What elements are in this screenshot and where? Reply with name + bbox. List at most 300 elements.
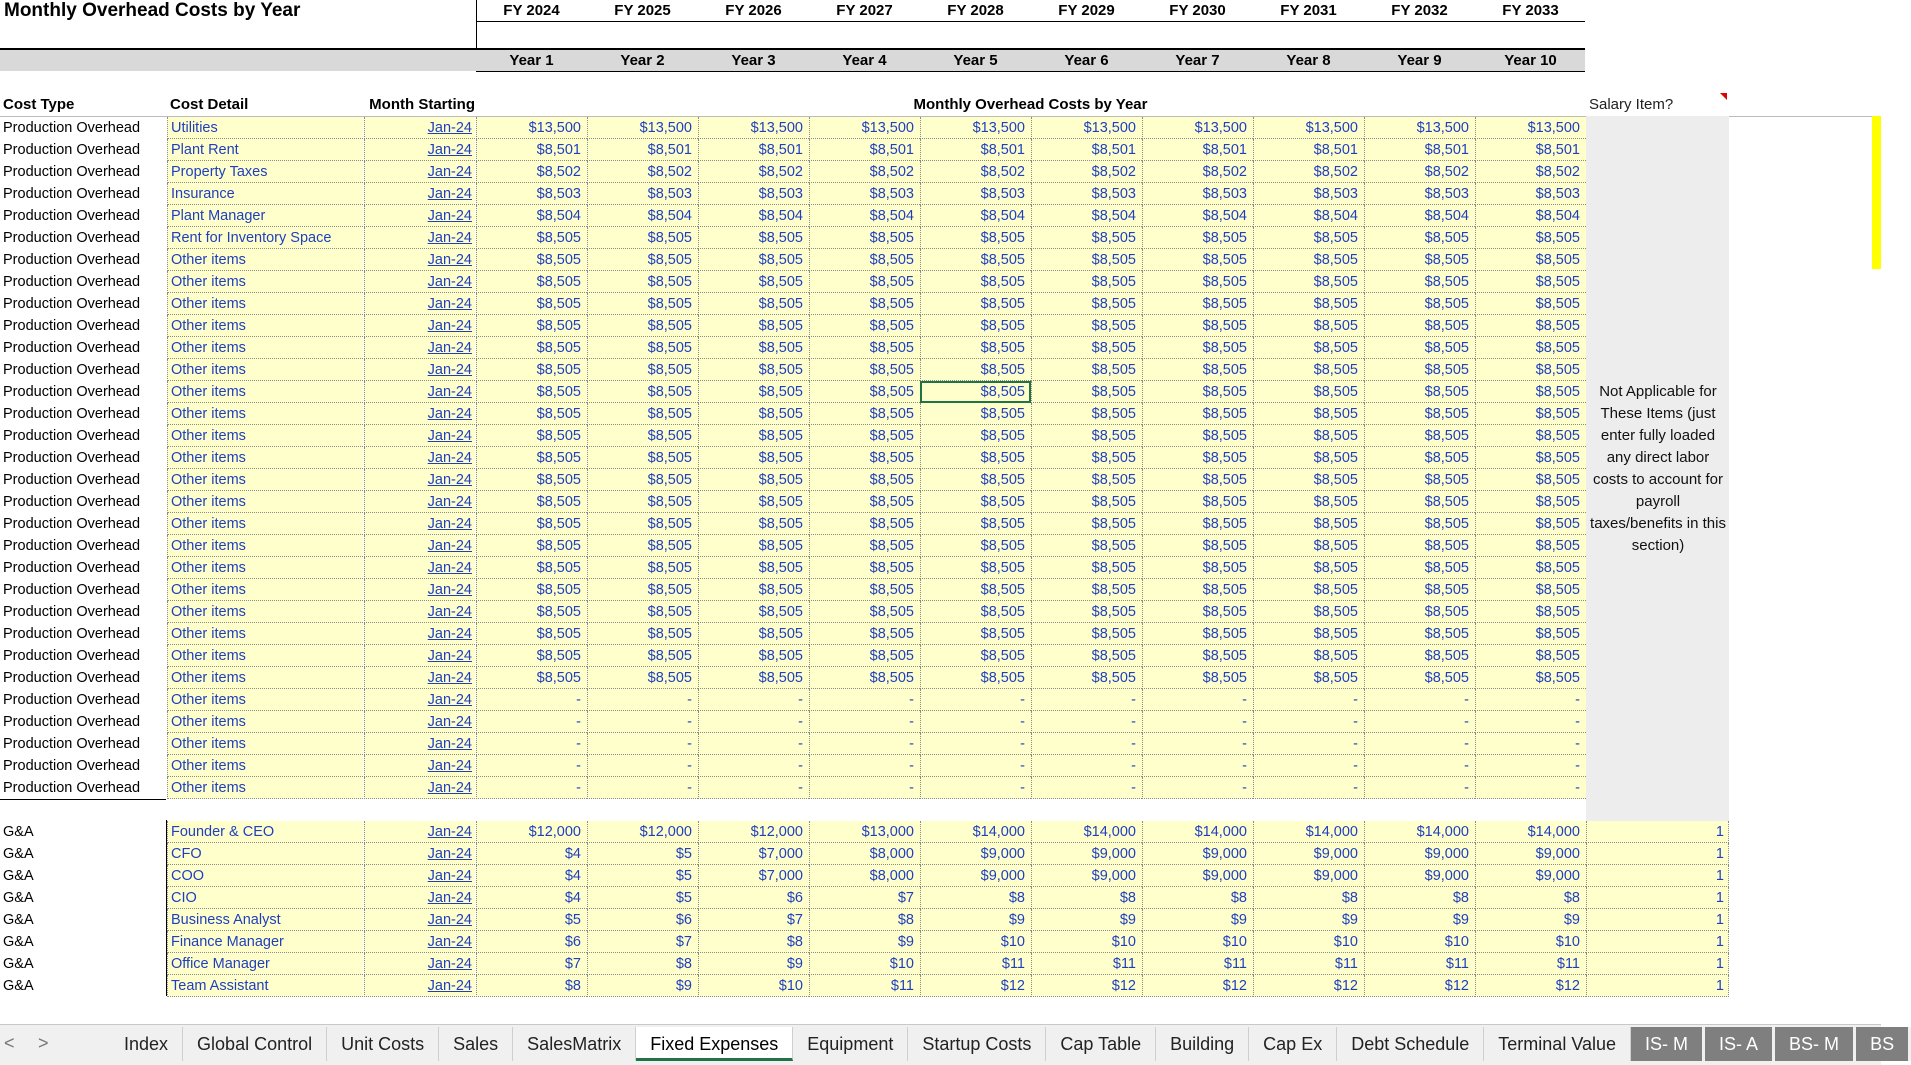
cost-value-cell[interactable]: $8,504 xyxy=(809,205,920,227)
sheet-tab[interactable]: BS xyxy=(1856,1027,1911,1061)
cost-value-cell[interactable]: $8,505 xyxy=(1475,227,1586,249)
cost-value-cell[interactable]: - xyxy=(698,689,809,711)
cost-value-cell[interactable]: $8,505 xyxy=(1475,557,1586,579)
cost-value-cell[interactable]: $8,505 xyxy=(1031,249,1142,271)
cost-value-cell[interactable]: $8,505 xyxy=(1253,579,1364,601)
cost-detail-cell[interactable]: Other items xyxy=(167,579,363,601)
cost-value-cell[interactable]: $8,505 xyxy=(1253,271,1364,293)
cost-value-cell[interactable]: $8,505 xyxy=(1253,381,1364,403)
cost-value-cell[interactable]: $8,504 xyxy=(920,205,1031,227)
cost-value-cell[interactable]: $8,505 xyxy=(920,271,1031,293)
cost-value-cell[interactable]: $10 xyxy=(1142,931,1253,953)
cost-value-cell[interactable]: $8,505 xyxy=(587,293,698,315)
cost-value-cell[interactable]: $8,505 xyxy=(809,447,920,469)
cost-value-cell[interactable]: $5 xyxy=(587,843,698,865)
cost-type-cell[interactable]: Production Overhead xyxy=(3,670,141,686)
cost-value-cell[interactable]: - xyxy=(587,689,698,711)
month-starting-cell[interactable]: Jan-24 xyxy=(364,755,475,777)
cost-value-cell[interactable]: $8,505 xyxy=(1475,293,1586,315)
cost-value-cell[interactable]: $8,505 xyxy=(476,271,587,293)
cost-value-cell[interactable]: $8,505 xyxy=(809,381,920,403)
cost-type-cell[interactable]: G&A xyxy=(3,890,34,906)
cost-value-cell[interactable]: $8,505 xyxy=(809,601,920,623)
cost-type-cell[interactable]: Production Overhead xyxy=(3,230,141,246)
cost-value-cell[interactable]: $8,501 xyxy=(698,139,809,161)
cost-value-cell[interactable]: $8,505 xyxy=(1031,447,1142,469)
cost-value-cell[interactable]: - xyxy=(920,755,1031,777)
cost-type-cell[interactable]: Production Overhead xyxy=(3,516,141,532)
cost-detail-cell[interactable]: Other items xyxy=(167,249,363,271)
cost-value-cell[interactable]: $9 xyxy=(1142,909,1253,931)
cost-value-cell[interactable]: $8,505 xyxy=(920,623,1031,645)
cost-value-cell[interactable]: - xyxy=(587,755,698,777)
month-starting-cell[interactable]: Jan-24 xyxy=(364,183,475,205)
month-starting-cell[interactable]: Jan-24 xyxy=(364,359,475,381)
cost-value-cell[interactable]: - xyxy=(698,711,809,733)
cost-value-cell[interactable]: $14,000 xyxy=(920,821,1031,843)
cost-value-cell[interactable]: $8,505 xyxy=(920,359,1031,381)
cost-value-cell[interactable]: $8,505 xyxy=(920,535,1031,557)
cost-value-cell[interactable]: $10 xyxy=(1364,931,1475,953)
cost-value-cell[interactable]: - xyxy=(1031,755,1142,777)
cost-value-cell[interactable]: $8,505 xyxy=(1475,403,1586,425)
month-starting-cell[interactable]: Jan-24 xyxy=(364,931,475,953)
month-starting-cell[interactable]: Jan-24 xyxy=(364,447,475,469)
cost-value-cell[interactable]: - xyxy=(1031,777,1142,799)
cost-value-cell[interactable]: $8,505 xyxy=(809,315,920,337)
cost-value-cell[interactable]: $8,505 xyxy=(1142,579,1253,601)
cost-type-cell[interactable]: G&A xyxy=(3,934,34,950)
cost-value-cell[interactable]: $9,000 xyxy=(1475,843,1586,865)
cost-value-cell[interactable]: $10 xyxy=(1253,931,1364,953)
cost-value-cell[interactable]: $8,505 xyxy=(587,403,698,425)
cost-value-cell[interactable]: $8,505 xyxy=(476,227,587,249)
cost-value-cell[interactable]: $8,505 xyxy=(1142,227,1253,249)
month-starting-cell[interactable]: Jan-24 xyxy=(364,645,475,667)
month-starting-cell[interactable]: Jan-24 xyxy=(364,777,475,799)
cost-value-cell[interactable]: $8,505 xyxy=(587,381,698,403)
sheet-tab[interactable]: Cap Ex xyxy=(1249,1027,1337,1061)
cost-value-cell[interactable]: $8,503 xyxy=(698,183,809,205)
cost-value-cell[interactable]: - xyxy=(476,777,587,799)
cost-value-cell[interactable]: $8,505 xyxy=(587,601,698,623)
cost-value-cell[interactable]: $8,000 xyxy=(809,843,920,865)
cost-value-cell[interactable]: $8,502 xyxy=(587,161,698,183)
cost-value-cell[interactable]: $7 xyxy=(476,953,587,975)
cost-value-cell[interactable]: $6 xyxy=(698,887,809,909)
cost-value-cell[interactable]: $8,505 xyxy=(1142,447,1253,469)
cost-detail-cell[interactable]: Other items xyxy=(167,667,363,689)
cost-value-cell[interactable]: $14,000 xyxy=(1475,821,1586,843)
cost-value-cell[interactable]: $8,505 xyxy=(698,557,809,579)
cost-value-cell[interactable]: $8,505 xyxy=(1142,337,1253,359)
cost-value-cell[interactable]: $8,505 xyxy=(920,425,1031,447)
cost-value-cell[interactable]: $8,501 xyxy=(1253,139,1364,161)
cost-value-cell[interactable]: $8,505 xyxy=(476,359,587,381)
cost-value-cell[interactable]: $8,505 xyxy=(587,425,698,447)
cost-value-cell[interactable]: $8,505 xyxy=(920,227,1031,249)
cost-value-cell[interactable]: $8,503 xyxy=(1031,183,1142,205)
cost-value-cell[interactable]: $8,505 xyxy=(698,425,809,447)
cost-value-cell[interactable]: $8,505 xyxy=(476,491,587,513)
cost-value-cell[interactable]: $8,503 xyxy=(1364,183,1475,205)
month-starting-cell[interactable]: Jan-24 xyxy=(364,579,475,601)
cost-value-cell[interactable]: $9,000 xyxy=(1031,865,1142,887)
cost-value-cell[interactable]: $8,505 xyxy=(1142,359,1253,381)
cost-value-cell[interactable]: $8,505 xyxy=(1475,359,1586,381)
cost-detail-cell[interactable]: Other items xyxy=(167,403,363,425)
cost-value-cell[interactable]: $9 xyxy=(1475,909,1586,931)
cost-detail-cell[interactable]: Other items xyxy=(167,293,363,315)
cost-detail-cell[interactable]: Property Taxes xyxy=(167,161,363,183)
cost-type-cell[interactable]: Production Overhead xyxy=(3,626,141,642)
cost-value-cell[interactable]: - xyxy=(476,689,587,711)
cost-value-cell[interactable]: $8,505 xyxy=(1253,293,1364,315)
cost-value-cell[interactable]: $8,505 xyxy=(587,491,698,513)
cost-value-cell[interactable]: $8,505 xyxy=(698,403,809,425)
cost-value-cell[interactable]: $7 xyxy=(587,931,698,953)
cost-value-cell[interactable]: $8,505 xyxy=(1364,271,1475,293)
cost-value-cell[interactable]: - xyxy=(1253,755,1364,777)
salary-item-cell[interactable]: 1 xyxy=(1586,931,1729,953)
cost-value-cell[interactable]: $8,505 xyxy=(476,403,587,425)
cost-detail-cell[interactable]: Other items xyxy=(167,711,363,733)
cost-value-cell[interactable]: $8,505 xyxy=(1031,359,1142,381)
cost-value-cell[interactable]: $8,505 xyxy=(1475,513,1586,535)
cost-value-cell[interactable]: $8,505 xyxy=(587,337,698,359)
cost-type-cell[interactable]: Production Overhead xyxy=(3,472,141,488)
cost-detail-cell[interactable]: Finance Manager xyxy=(167,931,363,953)
cost-value-cell[interactable]: $13,500 xyxy=(1142,117,1253,139)
cost-value-cell[interactable]: $8 xyxy=(1142,887,1253,909)
cost-value-cell[interactable]: $9,000 xyxy=(1364,843,1475,865)
cost-value-cell[interactable]: $8,505 xyxy=(1031,513,1142,535)
cost-value-cell[interactable]: - xyxy=(1142,733,1253,755)
cost-value-cell[interactable]: $8,505 xyxy=(1253,403,1364,425)
cost-value-cell[interactable]: $8,505 xyxy=(1475,425,1586,447)
cost-value-cell[interactable]: - xyxy=(920,733,1031,755)
cost-value-cell[interactable]: $9,000 xyxy=(1142,865,1253,887)
cost-value-cell[interactable]: $8,505 xyxy=(698,315,809,337)
salary-item-cell[interactable]: 1 xyxy=(1586,821,1729,843)
cost-type-cell[interactable]: Production Overhead xyxy=(3,142,141,158)
cost-value-cell[interactable]: $8,505 xyxy=(920,579,1031,601)
cost-value-cell[interactable]: $8,505 xyxy=(1031,315,1142,337)
month-starting-cell[interactable]: Jan-24 xyxy=(364,909,475,931)
cost-value-cell[interactable]: $8,505 xyxy=(809,579,920,601)
month-starting-cell[interactable]: Jan-24 xyxy=(364,139,475,161)
cost-value-cell[interactable]: $9 xyxy=(1031,909,1142,931)
month-starting-cell[interactable]: Jan-24 xyxy=(364,711,475,733)
cost-value-cell[interactable]: - xyxy=(698,733,809,755)
month-starting-cell[interactable]: Jan-24 xyxy=(364,953,475,975)
cost-detail-cell[interactable]: Other items xyxy=(167,425,363,447)
cost-value-cell[interactable]: $11 xyxy=(920,953,1031,975)
cost-value-cell[interactable]: $8,505 xyxy=(1364,447,1475,469)
month-starting-cell[interactable]: Jan-24 xyxy=(364,337,475,359)
cost-value-cell[interactable]: - xyxy=(1031,733,1142,755)
cost-value-cell[interactable]: $8,505 xyxy=(587,667,698,689)
cost-value-cell[interactable]: $8,501 xyxy=(476,139,587,161)
cost-value-cell[interactable]: - xyxy=(587,711,698,733)
cost-value-cell[interactable]: $14,000 xyxy=(1253,821,1364,843)
month-starting-cell[interactable]: Jan-24 xyxy=(364,601,475,623)
month-starting-cell[interactable]: Jan-24 xyxy=(364,535,475,557)
cost-value-cell[interactable]: $8,505 xyxy=(698,491,809,513)
cost-value-cell[interactable]: $12,000 xyxy=(587,821,698,843)
cost-value-cell[interactable]: $8,505 xyxy=(1475,249,1586,271)
cost-value-cell[interactable]: $8,505 xyxy=(1364,535,1475,557)
cost-detail-cell[interactable]: Utilities xyxy=(167,117,363,139)
salary-item-cell[interactable]: 1 xyxy=(1586,887,1729,909)
cost-value-cell[interactable]: $8,501 xyxy=(809,139,920,161)
cost-value-cell[interactable]: - xyxy=(1253,733,1364,755)
cost-detail-cell[interactable]: Other items xyxy=(167,755,363,777)
cost-value-cell[interactable]: $8,504 xyxy=(1475,205,1586,227)
cost-value-cell[interactable]: $8,505 xyxy=(587,447,698,469)
cost-detail-cell[interactable]: Other items xyxy=(167,359,363,381)
cost-value-cell[interactable]: $8 xyxy=(920,887,1031,909)
cost-value-cell[interactable]: $14,000 xyxy=(1031,821,1142,843)
cost-value-cell[interactable]: $8,505 xyxy=(1142,491,1253,513)
cost-value-cell[interactable]: $8,505 xyxy=(476,293,587,315)
cost-value-cell[interactable]: $8,504 xyxy=(1364,205,1475,227)
cost-value-cell[interactable]: - xyxy=(920,777,1031,799)
cost-value-cell[interactable]: - xyxy=(1142,711,1253,733)
cost-value-cell[interactable]: $8,505 xyxy=(1031,271,1142,293)
month-starting-cell[interactable]: Jan-24 xyxy=(364,491,475,513)
cost-value-cell[interactable]: $8,505 xyxy=(587,623,698,645)
salary-item-cell[interactable]: 1 xyxy=(1586,843,1729,865)
cost-value-cell[interactable]: $8,505 xyxy=(698,601,809,623)
cost-value-cell[interactable]: $8,502 xyxy=(1031,161,1142,183)
cost-value-cell[interactable]: $8 xyxy=(587,953,698,975)
sheet-tab[interactable]: Debt Schedule xyxy=(1337,1027,1484,1061)
cost-value-cell[interactable]: $9,000 xyxy=(1142,843,1253,865)
cost-value-cell[interactable]: $8,505 xyxy=(698,667,809,689)
cost-value-cell[interactable]: $4 xyxy=(476,865,587,887)
cost-value-cell[interactable]: - xyxy=(920,689,1031,711)
cost-value-cell[interactable]: - xyxy=(920,711,1031,733)
cost-value-cell[interactable]: $8,504 xyxy=(1142,205,1253,227)
cost-value-cell[interactable]: - xyxy=(476,711,587,733)
cost-value-cell[interactable]: $9 xyxy=(698,953,809,975)
cost-value-cell[interactable]: $8,505 xyxy=(1142,271,1253,293)
sheet-tab[interactable]: Global Control xyxy=(183,1027,327,1061)
cost-value-cell[interactable]: $11 xyxy=(809,975,920,997)
cost-value-cell[interactable]: $8,505 xyxy=(1364,491,1475,513)
cost-value-cell[interactable]: $7 xyxy=(698,909,809,931)
cost-type-cell[interactable]: Production Overhead xyxy=(3,296,141,312)
cost-value-cell[interactable]: $5 xyxy=(476,909,587,931)
cost-value-cell[interactable]: $8,505 xyxy=(1475,535,1586,557)
cost-value-cell[interactable]: $8,505 xyxy=(1253,513,1364,535)
cost-value-cell[interactable]: $8,505 xyxy=(698,469,809,491)
cost-value-cell[interactable]: $9 xyxy=(1253,909,1364,931)
cost-detail-cell[interactable]: CFO xyxy=(167,843,363,865)
cost-value-cell[interactable]: - xyxy=(476,733,587,755)
cost-value-cell[interactable]: $9 xyxy=(809,931,920,953)
month-starting-cell[interactable]: Jan-24 xyxy=(364,887,475,909)
cost-value-cell[interactable]: $8,505 xyxy=(587,315,698,337)
cost-value-cell[interactable]: $8,501 xyxy=(1031,139,1142,161)
cost-value-cell[interactable]: - xyxy=(1475,733,1586,755)
month-starting-cell[interactable]: Jan-24 xyxy=(364,843,475,865)
cost-value-cell[interactable]: $8,505 xyxy=(587,359,698,381)
cost-value-cell[interactable]: $8,505 xyxy=(1364,601,1475,623)
cost-value-cell[interactable]: $8,505 xyxy=(1142,557,1253,579)
cost-value-cell[interactable]: - xyxy=(587,777,698,799)
cost-value-cell[interactable]: $11 xyxy=(1253,953,1364,975)
cost-value-cell[interactable]: $10 xyxy=(809,953,920,975)
cost-value-cell[interactable]: $8,504 xyxy=(587,205,698,227)
cost-value-cell[interactable]: $8,505 xyxy=(809,425,920,447)
cost-value-cell[interactable]: $8,505 xyxy=(920,469,1031,491)
cost-value-cell[interactable]: $8,505 xyxy=(1142,667,1253,689)
cost-detail-cell[interactable]: Other items xyxy=(167,315,363,337)
cost-value-cell[interactable]: $8,504 xyxy=(1253,205,1364,227)
cost-value-cell[interactable]: $8,505 xyxy=(1475,447,1586,469)
cost-value-cell[interactable]: $13,500 xyxy=(1364,117,1475,139)
cost-type-cell[interactable]: Production Overhead xyxy=(3,406,141,422)
sheet-tab[interactable]: Terminal Value xyxy=(1484,1027,1631,1061)
cost-value-cell[interactable]: - xyxy=(1475,689,1586,711)
cost-value-cell[interactable]: $8,505 xyxy=(476,667,587,689)
cost-value-cell[interactable]: $9,000 xyxy=(1475,865,1586,887)
cost-value-cell[interactable]: $8,505 xyxy=(1253,249,1364,271)
cost-detail-cell[interactable]: Other items xyxy=(167,733,363,755)
cost-value-cell[interactable]: $8,505 xyxy=(1253,469,1364,491)
month-starting-cell[interactable]: Jan-24 xyxy=(364,513,475,535)
month-starting-cell[interactable]: Jan-24 xyxy=(364,205,475,227)
cost-detail-cell[interactable]: Office Manager xyxy=(167,953,363,975)
cost-value-cell[interactable]: $8,505 xyxy=(1142,623,1253,645)
cost-value-cell[interactable]: $8 xyxy=(1031,887,1142,909)
cost-value-cell[interactable]: $8,505 xyxy=(1364,381,1475,403)
cost-detail-cell[interactable]: Other items xyxy=(167,491,363,513)
cost-type-cell[interactable]: Production Overhead xyxy=(3,428,141,444)
cost-value-cell[interactable]: - xyxy=(1142,689,1253,711)
cost-value-cell[interactable]: $8,505 xyxy=(476,645,587,667)
cost-value-cell[interactable]: $8,505 xyxy=(1031,469,1142,491)
cost-value-cell[interactable]: $8,505 xyxy=(476,535,587,557)
cost-type-cell[interactable]: Production Overhead xyxy=(3,362,141,378)
cost-value-cell[interactable]: $8,505 xyxy=(1475,271,1586,293)
cost-value-cell[interactable]: $10 xyxy=(1475,931,1586,953)
month-starting-cell[interactable]: Jan-24 xyxy=(364,403,475,425)
cost-value-cell[interactable]: $8,505 xyxy=(1364,293,1475,315)
cost-value-cell[interactable]: $8,505 xyxy=(476,623,587,645)
cost-value-cell[interactable]: $8,503 xyxy=(1253,183,1364,205)
cost-value-cell[interactable]: $8,501 xyxy=(920,139,1031,161)
cost-value-cell[interactable]: $8,505 xyxy=(1253,601,1364,623)
cost-value-cell[interactable]: $8,505 xyxy=(476,469,587,491)
month-starting-cell[interactable]: Jan-24 xyxy=(364,381,475,403)
cost-value-cell[interactable]: $4 xyxy=(476,843,587,865)
cost-value-cell[interactable]: $8,505 xyxy=(476,425,587,447)
cost-value-cell[interactable]: $9,000 xyxy=(1253,843,1364,865)
cost-value-cell[interactable]: $8,505 xyxy=(920,513,1031,535)
cost-value-cell[interactable]: $8,505 xyxy=(1142,403,1253,425)
cost-value-cell[interactable]: $8,504 xyxy=(476,205,587,227)
cost-value-cell[interactable]: $8,505 xyxy=(1031,645,1142,667)
cost-value-cell[interactable]: $8,505 xyxy=(1031,557,1142,579)
sheet-tab[interactable]: Startup Costs xyxy=(908,1027,1046,1061)
cost-detail-cell[interactable]: Other items xyxy=(167,447,363,469)
sheet-tab[interactable]: Building xyxy=(1156,1027,1249,1061)
cost-value-cell[interactable]: $8,505 xyxy=(1475,381,1586,403)
cost-value-cell[interactable]: $12 xyxy=(1364,975,1475,997)
cost-value-cell[interactable]: - xyxy=(587,733,698,755)
cost-type-cell[interactable]: Production Overhead xyxy=(3,692,141,708)
cost-value-cell[interactable]: $5 xyxy=(587,865,698,887)
cost-value-cell[interactable]: $8,502 xyxy=(809,161,920,183)
cost-value-cell[interactable]: $8,505 xyxy=(1253,359,1364,381)
cost-value-cell[interactable]: $8,000 xyxy=(809,865,920,887)
cost-value-cell[interactable]: $8,504 xyxy=(1031,205,1142,227)
cost-value-cell[interactable]: $8,505 xyxy=(587,469,698,491)
cost-value-cell[interactable]: $8,505 xyxy=(920,381,1031,403)
cost-value-cell[interactable]: - xyxy=(476,755,587,777)
cost-type-cell[interactable]: Production Overhead xyxy=(3,186,141,202)
cost-value-cell[interactable]: $8,505 xyxy=(1142,513,1253,535)
cost-value-cell[interactable]: $8 xyxy=(1364,887,1475,909)
month-starting-cell[interactable]: Jan-24 xyxy=(364,249,475,271)
month-starting-cell[interactable]: Jan-24 xyxy=(364,975,475,997)
cost-value-cell[interactable]: - xyxy=(1364,777,1475,799)
cost-value-cell[interactable]: $8,505 xyxy=(920,557,1031,579)
cost-value-cell[interactable]: $8,505 xyxy=(1364,513,1475,535)
cost-value-cell[interactable]: $8,505 xyxy=(476,249,587,271)
cost-value-cell[interactable]: $8,505 xyxy=(1364,403,1475,425)
cost-value-cell[interactable]: $8,505 xyxy=(1142,249,1253,271)
cost-value-cell[interactable]: $8,505 xyxy=(476,557,587,579)
cost-type-cell[interactable]: G&A xyxy=(3,824,34,840)
cost-value-cell[interactable]: $12 xyxy=(920,975,1031,997)
cost-type-cell[interactable]: G&A xyxy=(3,978,34,994)
cost-value-cell[interactable]: $8,505 xyxy=(809,491,920,513)
cost-value-cell[interactable]: $6 xyxy=(476,931,587,953)
cost-value-cell[interactable]: $8,505 xyxy=(1253,425,1364,447)
cost-value-cell[interactable]: $8,505 xyxy=(698,381,809,403)
cost-value-cell[interactable]: - xyxy=(1253,689,1364,711)
cost-type-cell[interactable]: Production Overhead xyxy=(3,560,141,576)
cost-value-cell[interactable]: $13,500 xyxy=(476,117,587,139)
cost-value-cell[interactable]: - xyxy=(809,733,920,755)
cost-value-cell[interactable]: $8,505 xyxy=(920,403,1031,425)
cost-value-cell[interactable]: $8,505 xyxy=(587,249,698,271)
cost-value-cell[interactable]: $8,505 xyxy=(698,535,809,557)
cost-value-cell[interactable]: $8,505 xyxy=(1475,623,1586,645)
cost-value-cell[interactable]: - xyxy=(809,711,920,733)
cost-value-cell[interactable]: $8,505 xyxy=(920,249,1031,271)
cost-value-cell[interactable]: $8,505 xyxy=(476,337,587,359)
cost-value-cell[interactable]: $8,505 xyxy=(476,315,587,337)
prev-sheet-icon[interactable]: < xyxy=(4,1033,15,1053)
cost-value-cell[interactable]: $8,505 xyxy=(1364,227,1475,249)
cost-value-cell[interactable]: $8,505 xyxy=(1142,601,1253,623)
cost-value-cell[interactable]: $8,505 xyxy=(1031,579,1142,601)
cost-value-cell[interactable]: $8,505 xyxy=(1475,469,1586,491)
cost-value-cell[interactable]: $8,505 xyxy=(809,469,920,491)
cost-value-cell[interactable]: $8,505 xyxy=(1031,227,1142,249)
cost-value-cell[interactable]: - xyxy=(1475,755,1586,777)
cost-value-cell[interactable]: - xyxy=(1475,711,1586,733)
cost-value-cell[interactable]: $8,505 xyxy=(1475,645,1586,667)
cost-value-cell[interactable]: $8,505 xyxy=(698,227,809,249)
cost-detail-cell[interactable]: Business Analyst xyxy=(167,909,363,931)
cost-value-cell[interactable]: - xyxy=(1142,777,1253,799)
